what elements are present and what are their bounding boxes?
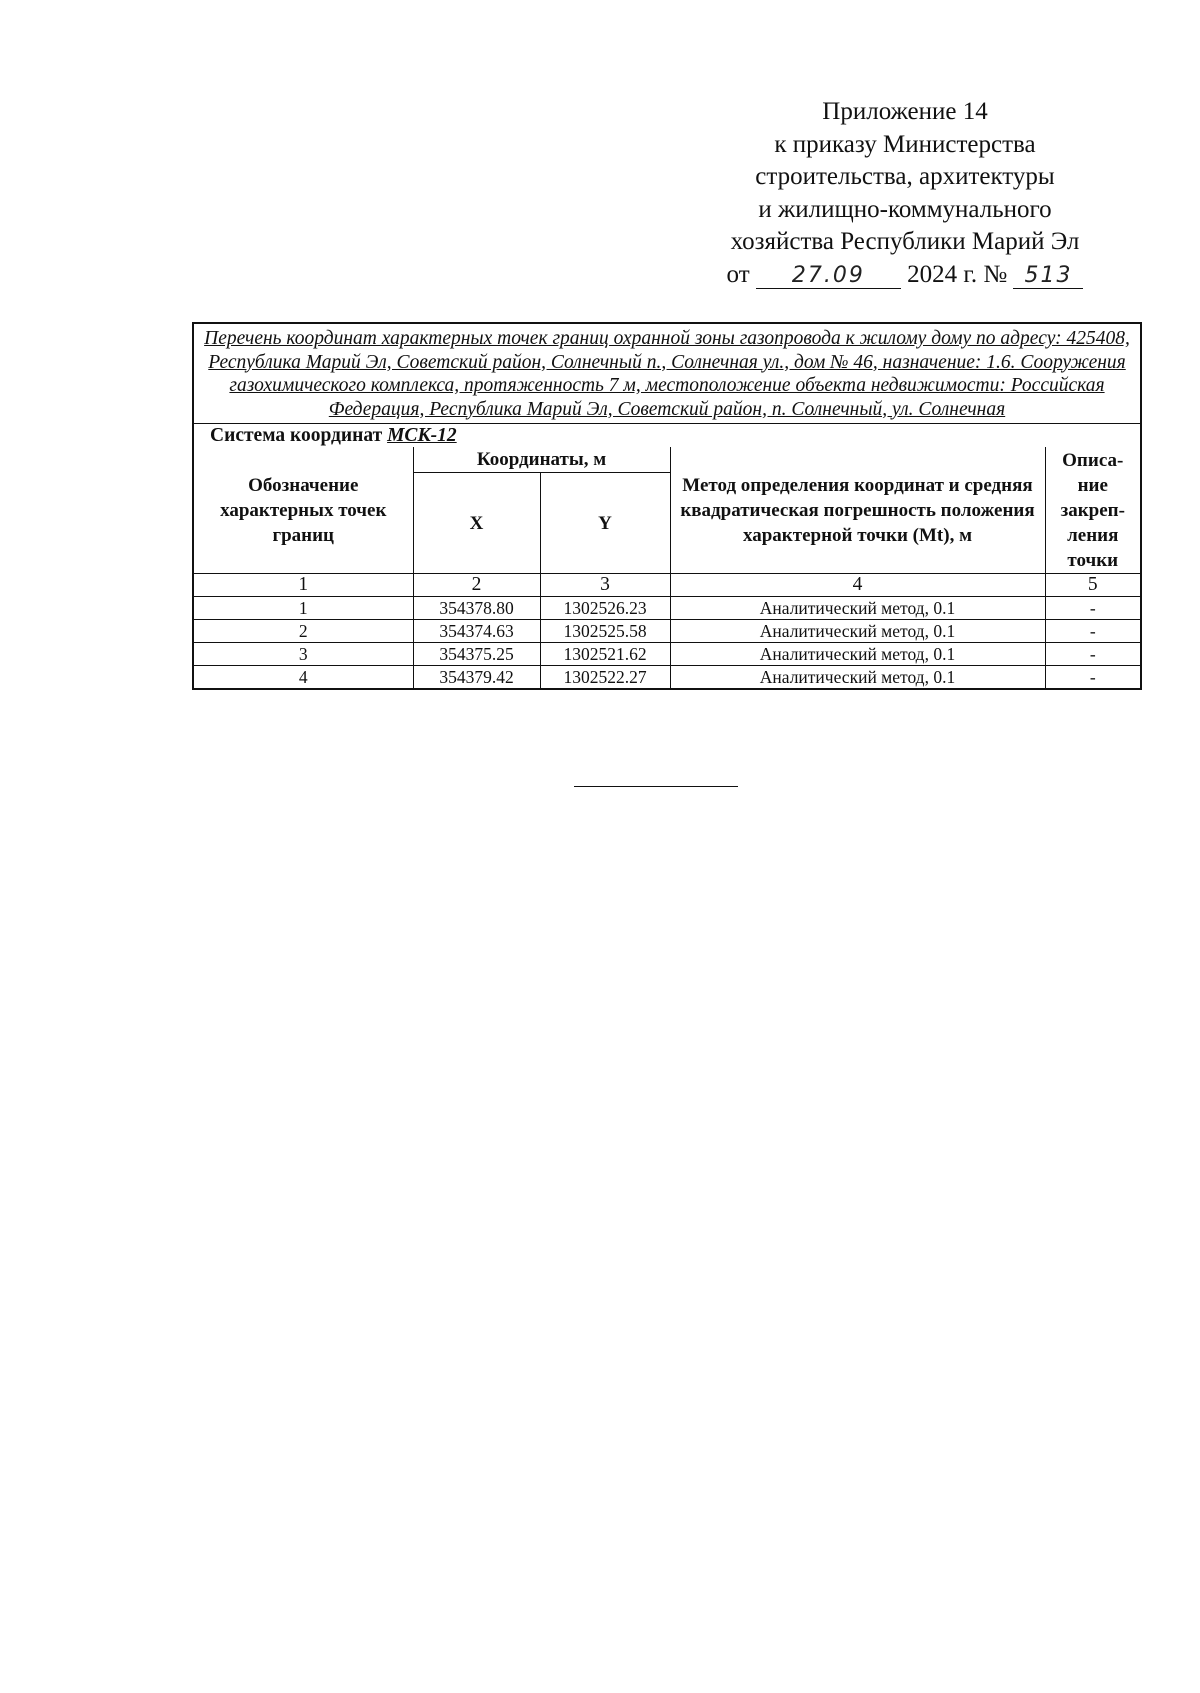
coordinate-system-code: МСК-12 (387, 425, 457, 446)
cell-method: Аналитический метод, 0.1 (670, 643, 1045, 666)
handwritten-date: 27.09 (756, 264, 901, 289)
header-method: Метод определения координат и средняя квадратическая погрешность положения характерной точки (Mt), м (670, 447, 1045, 574)
column-number: 1 (194, 574, 413, 597)
annex-ministry-line-3: хозяйства Республики Марий Эл (730, 228, 1080, 255)
coordinate-system-label: Система координат (210, 425, 383, 446)
column-number: 3 (540, 574, 670, 597)
end-divider-line (574, 786, 738, 787)
table-row (194, 643, 1140, 666)
cell-point: 3 (194, 643, 413, 666)
cell-description: - (1045, 597, 1140, 620)
cell-y: 1302521.62 (540, 643, 670, 666)
column-number: 5 (1045, 574, 1140, 597)
coordinates-table (194, 447, 1140, 688)
table-title: Перечень координат характерных точек границ охранной зоны газопровода к жилому дому по адресу: 425408, Республика Марий Эл, Советский район, Солнечный п., Солнечная ул., дом № 46, назначение: 1.6. Сооружения газохимического комплекса, протяженность 7 м, местоположение объекта недвижимости: Российская Федерация, Республика Марий Эл, Советский район, п. Солнечный, ул. Солнечная (194, 324, 1140, 424)
table-row (194, 597, 1140, 620)
cell-point: 2 (194, 620, 413, 643)
header-point: Обозначение характерных точек границ (194, 447, 413, 574)
table-row (194, 666, 1140, 689)
column-number: 4 (670, 574, 1045, 597)
cell-y: 1302522.27 (540, 666, 670, 689)
handwritten-order-number: 513 (1013, 264, 1083, 289)
header-x: X (413, 473, 540, 574)
header-description: Описа-ние закреп-ления точки (1045, 447, 1140, 574)
year-text: 2024 г. № (907, 260, 1008, 288)
cell-method: Аналитический метод, 0.1 (670, 597, 1045, 620)
annex-order-line: к приказу Министерства (774, 130, 1036, 158)
column-number: 2 (413, 574, 540, 597)
cell-description: - (1045, 620, 1140, 643)
cell-description: - (1045, 666, 1140, 689)
annex-ministry-line: строительства, архитектуры (755, 163, 1055, 190)
cell-y: 1302525.58 (540, 620, 670, 643)
column-number-row (194, 574, 1140, 597)
coordinate-system-row (194, 424, 1140, 447)
table-header-row (194, 447, 1140, 473)
cell-method: Аналитический метод, 0.1 (670, 666, 1045, 689)
coordinates-table-frame (192, 322, 1142, 690)
annex-header (690, 96, 1120, 291)
cell-method: Аналитический метод, 0.1 (670, 620, 1045, 643)
cell-x: 354375.25 (413, 643, 540, 666)
annex-title: Приложение 14 (822, 98, 988, 125)
annex-ministry-line-2: и жилищно-коммунального (758, 195, 1052, 223)
header-y: Y (540, 473, 670, 574)
table-row (194, 620, 1140, 643)
date-prefix: от (726, 260, 750, 288)
cell-x: 354374.63 (413, 620, 540, 643)
cell-description: - (1045, 643, 1140, 666)
cell-point: 4 (194, 666, 413, 689)
cell-x: 354378.80 (413, 597, 540, 620)
cell-point: 1 (194, 597, 413, 620)
header-coords: Координаты, м (413, 447, 670, 473)
annex-date-line (690, 259, 1120, 292)
cell-y: 1302526.23 (540, 597, 670, 620)
cell-x: 354379.42 (413, 666, 540, 689)
